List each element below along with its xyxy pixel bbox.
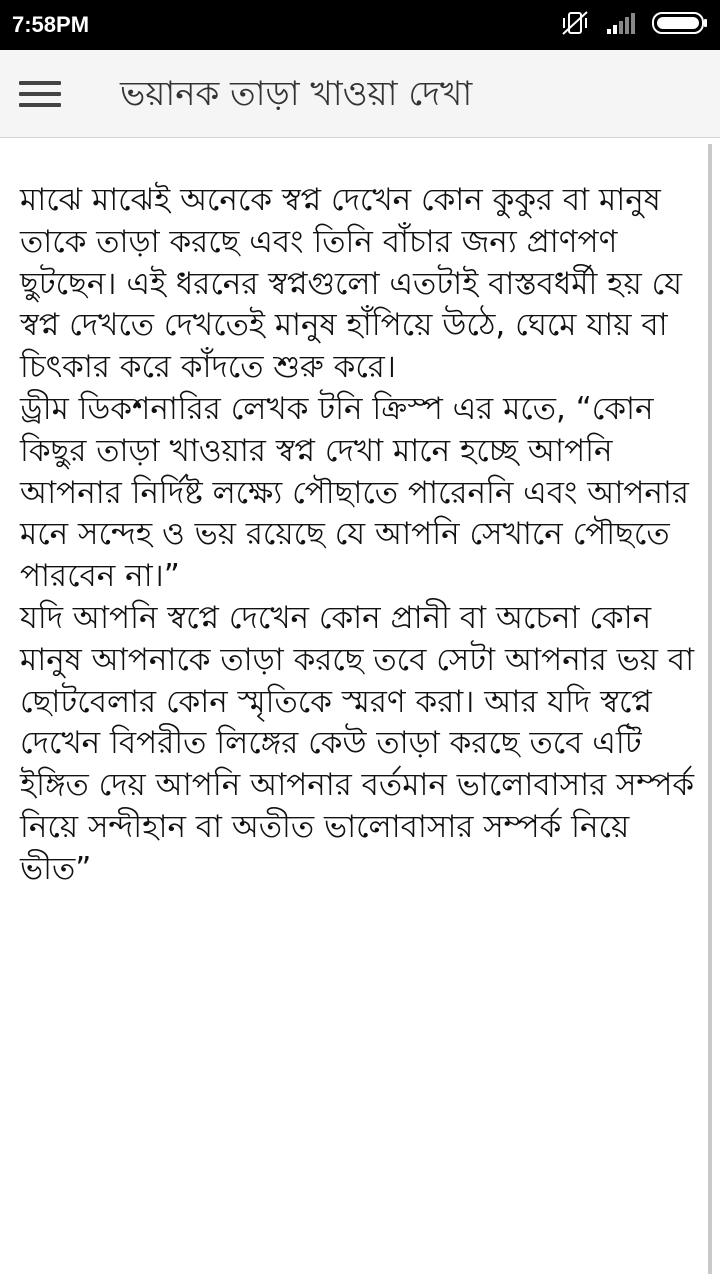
status-time: 7:58PM — [12, 12, 90, 37]
battery-icon — [652, 12, 708, 38]
article-body — [20, 180, 700, 891]
signal-icon — [606, 11, 636, 39]
article-paragraph-3: যদি আপনি স্বপ্নে দেখেন কোন প্রানী বা অচেনা কোন মানুষ আপনাকে তাড়া করছে তবে সেটা আপনার ভয় বা ছোটবেলার কোন স্মৃতিকে স্মরণ করা। আর যদি স্বপ্নে দেখেন বিপরীত লিঙ্গের কেউ তাড়া করছে তবে এটি ইঙ্গিত দেয় আপনি আপনার বর্তমান ভালোবাসার সম্পর্ক নিয়ে সন্দীহান বা অতীত ভালোবাসার সম্পর্ক নিয়ে ভীত” — [20, 599, 695, 887]
article-content[interactable] — [0, 138, 720, 1280]
hamburger-menu-icon[interactable] — [19, 78, 61, 110]
status-bar — [0, 0, 720, 50]
article-paragraph-2: ড্রীম ডিকশনারির লেখক টনি ক্রিস্প এর মতে, “কোন কিছুর তাড়া খাওয়ার স্বপ্ন দেখা মানে হচ্ছে আপনি আপনার নির্দিষ্ট লক্ষ্যে পৌছাতে পারেননি এবং আপনার মনে সন্দেহ ও ভয় রয়েছে যে আপনি সেখানে পৌছতে পারবেন না।” — [20, 390, 689, 595]
vibrate-off-icon — [560, 10, 590, 40]
article-paragraph-1: মাঝে মাঝেই অনেকে স্বপ্ন দেখেন কোন কুকুর বা মানুষ তাকে তাড়া করছে এবং তিনি বাঁচার জন্য প্রাণপণ ছুটছেন। এই ধরনের স্বপ্নগুলো এতটাই বাস্তবধর্মী হয় যে স্বপ্ন দেখতে দেখতেই মানুষ হাঁপিয়ে উঠে, ঘেমে যায় বা চিৎকার করে কাঁদতে শুরু করে। — [20, 182, 683, 386]
page-title: ভয়ানক তাড়া খাওয়া দেখা — [120, 74, 473, 114]
app-bar — [0, 50, 720, 138]
scrollbar[interactable] — [708, 144, 712, 1274]
status-icons — [560, 10, 708, 40]
